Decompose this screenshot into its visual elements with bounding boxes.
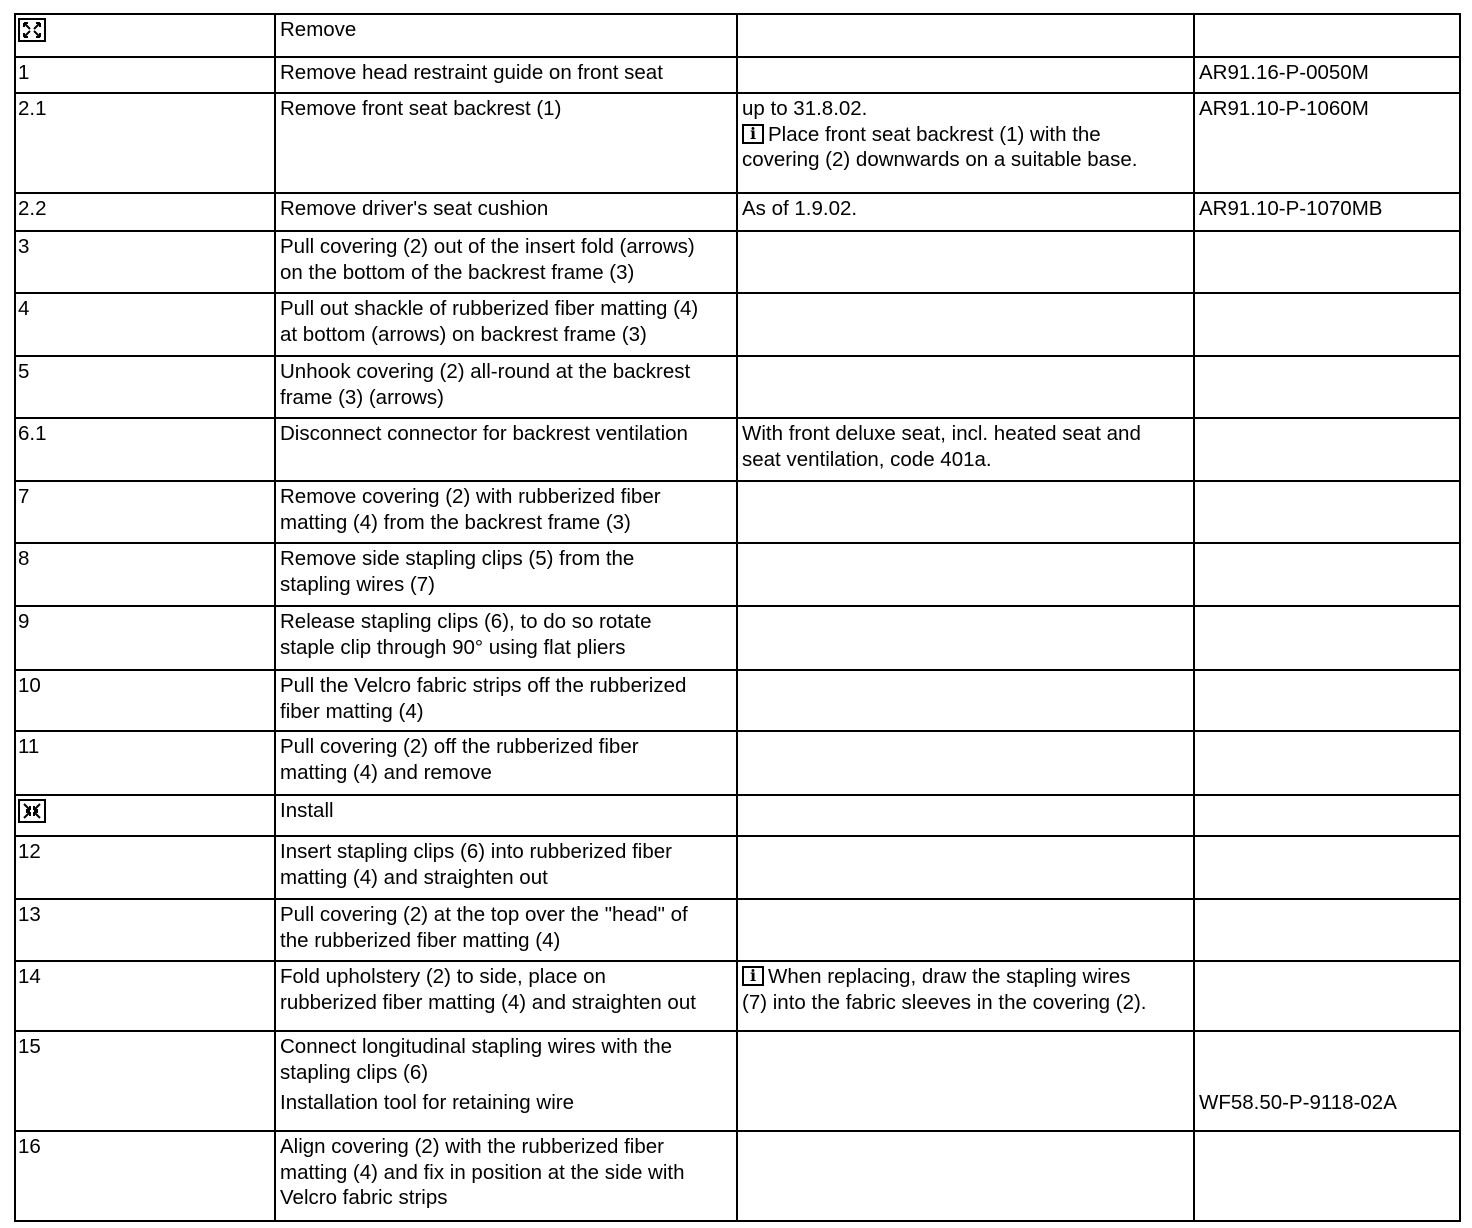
- step-cell: 7: [15, 481, 275, 543]
- note-cell: [737, 93, 1194, 193]
- note-line: seat ventilation, code 401a.: [742, 447, 992, 471]
- action-line: Unhook covering (2) all-round at the backrest: [280, 360, 691, 383]
- action-line: matting (4) and remove: [280, 760, 492, 784]
- table-row: [15, 231, 1460, 293]
- table-row: [15, 670, 1460, 731]
- note-cell: [737, 795, 1194, 836]
- action-line: Pull out shackle of rubberized fiber matting (4): [280, 297, 699, 320]
- step-cell: 12: [15, 836, 275, 899]
- action-line: Velcro fabric strips: [280, 1186, 448, 1209]
- action-cell: Remove: [275, 14, 737, 57]
- action-line: on the bottom of the backrest frame (3): [280, 260, 635, 284]
- table-row: [15, 293, 1460, 356]
- table-row: [15, 836, 1460, 899]
- note-cell: [737, 14, 1194, 57]
- note-line: [742, 122, 1189, 148]
- note-cell: [737, 899, 1194, 961]
- note-cell: [737, 961, 1194, 1031]
- step-cell: 9: [15, 606, 275, 670]
- step-cell: 13: [15, 899, 275, 961]
- note-cell: [737, 543, 1194, 606]
- step-cell: 15: [15, 1031, 275, 1131]
- reference-cell: [1194, 418, 1460, 481]
- action-cell: Disconnect connector for backrest ventilation: [275, 418, 737, 481]
- action-line: matting (4) from the backrest frame (3): [280, 510, 631, 534]
- action-line: Pull covering (2) at the top over the "head" of: [280, 903, 688, 926]
- info-icon: i: [742, 966, 764, 986]
- note-line: With front deluxe seat, incl. heated seat and: [742, 422, 1141, 445]
- step-cell: 1: [15, 57, 275, 93]
- note-cell: [737, 418, 1194, 481]
- action-cell: [275, 1031, 737, 1131]
- action-cell: [275, 836, 737, 899]
- action-line: staple clip through 90° using flat pliers: [280, 635, 626, 659]
- reference-cell: [1194, 795, 1460, 836]
- step-cell: 3: [15, 231, 275, 293]
- procedure-table: [14, 13, 1461, 1222]
- step-cell: 10: [15, 670, 275, 731]
- note-cell: As of 1.9.02.: [737, 193, 1194, 231]
- table-row: [15, 1031, 1460, 1131]
- action-line: Release stapling clips (6), to do so rotate: [280, 610, 652, 633]
- table-row: [15, 356, 1460, 418]
- table-row: [15, 418, 1460, 481]
- reference-cell: [1194, 14, 1460, 57]
- action-cell: [275, 670, 737, 731]
- table-row: [15, 606, 1460, 670]
- note-line: [742, 964, 1189, 990]
- action-cell: Install: [275, 795, 737, 836]
- note-cell: [737, 231, 1194, 293]
- reference-cell: [1194, 1031, 1460, 1131]
- reference-cell: [1194, 961, 1460, 1031]
- action-cell: [275, 961, 737, 1031]
- action-cell: [275, 356, 737, 418]
- reference-cell: [1194, 731, 1460, 795]
- note-line: up to 31.8.02.: [742, 97, 868, 120]
- reference-cell: [1194, 899, 1460, 961]
- table-row: [15, 899, 1460, 961]
- action-cell: Remove driver's seat cushion: [275, 193, 737, 231]
- note-cell: [737, 606, 1194, 670]
- action-line: rubberized fiber matting (4) and straighten out: [280, 990, 696, 1014]
- action-cell: [275, 481, 737, 543]
- table-row: [15, 93, 1460, 193]
- step-cell: 8: [15, 543, 275, 606]
- table-row: [15, 731, 1460, 795]
- action-line: Pull the Velcro fabric strips off the rubberized: [280, 674, 687, 697]
- note-cell: [737, 293, 1194, 356]
- note-cell: [737, 670, 1194, 731]
- reference-cell: [1194, 481, 1460, 543]
- step-cell: 6.1: [15, 418, 275, 481]
- action-cell: [275, 606, 737, 670]
- note-text: When replacing, draw the stapling wires: [768, 965, 1131, 988]
- remove-arrows-icon: [18, 18, 46, 42]
- install-arrows-icon: [18, 799, 46, 823]
- note-cell: [737, 356, 1194, 418]
- step-cell: 2.2: [15, 193, 275, 231]
- table-row: [15, 1131, 1460, 1221]
- action-line: fiber matting (4): [280, 699, 424, 723]
- action-line: Align covering (2) with the rubberized fiber: [280, 1135, 664, 1158]
- action-line: stapling wires (7): [280, 572, 435, 596]
- reference-link[interactable]: AR91.10-P-1070MB: [1194, 193, 1460, 231]
- action-cell: Remove head restraint guide on front seat: [275, 57, 737, 93]
- note-line: (7) into the fabric sleeves in the covering (2).: [742, 990, 1147, 1014]
- table-row: [15, 795, 1460, 836]
- table-row: [15, 481, 1460, 543]
- reference-link[interactable]: AR91.16-P-0050M: [1194, 57, 1460, 93]
- step-cell: [15, 14, 275, 57]
- action-cell: [275, 231, 737, 293]
- action-cell: Remove front seat backrest (1): [275, 93, 737, 193]
- action-line: Pull covering (2) off the rubberized fiber: [280, 735, 639, 758]
- spacer: [1199, 1034, 1455, 1060]
- action-line: matting (4) and straighten out: [280, 865, 548, 889]
- table-row: [15, 57, 1460, 93]
- note-cell: [737, 481, 1194, 543]
- step-cell: 14: [15, 961, 275, 1031]
- action-cell: [275, 899, 737, 961]
- reference-cell: [1194, 356, 1460, 418]
- note-line: covering (2) downwards on a suitable base.: [742, 148, 1138, 171]
- action-line: Insert stapling clips (6) into rubberized fiber: [280, 840, 672, 863]
- action-line: Pull covering (2) out of the insert fold (arrows): [280, 235, 695, 258]
- action-line: Connect longitudinal stapling wires with the: [280, 1035, 673, 1058]
- spacer: [1199, 1060, 1455, 1086]
- action-line: Installation tool for retaining wire: [280, 1091, 574, 1114]
- action-line: at bottom (arrows) on backrest frame (3): [280, 322, 647, 346]
- reference-cell: [1194, 231, 1460, 293]
- reference-cell: [1194, 543, 1460, 606]
- table-row: [15, 961, 1460, 1031]
- action-line: Remove side stapling clips (5) from the: [280, 547, 635, 570]
- note-cell: [737, 1131, 1194, 1221]
- note-cell: [737, 57, 1194, 93]
- action-cell: [275, 731, 737, 795]
- action-cell: [275, 293, 737, 356]
- step-cell: 5: [15, 356, 275, 418]
- table-row: [15, 14, 1460, 57]
- action-line: stapling clips (6): [280, 1060, 429, 1084]
- step-cell: 2.1: [15, 93, 275, 193]
- step-cell: 16: [15, 1131, 275, 1221]
- table-row: [15, 543, 1460, 606]
- table-row: [15, 193, 1460, 231]
- action-cell: [275, 1131, 737, 1221]
- step-cell: [15, 795, 275, 836]
- note-cell: [737, 1031, 1194, 1131]
- action-line: matting (4) and fix in position at the side with: [280, 1160, 685, 1184]
- action-line: Fold upholstery (2) to side, place on: [280, 965, 606, 988]
- note-cell: [737, 836, 1194, 899]
- step-cell: 11: [15, 731, 275, 795]
- step-cell: 4: [15, 293, 275, 356]
- reference-link[interactable]: WF58.50-P-9118-02A: [1199, 1091, 1397, 1114]
- reference-cell: [1194, 1131, 1460, 1221]
- reference-link[interactable]: AR91.10-P-1060M: [1194, 93, 1460, 193]
- note-text: Place front seat backrest (1) with the: [768, 122, 1101, 146]
- action-cell: [275, 543, 737, 606]
- action-line: Remove covering (2) with rubberized fiber: [280, 485, 661, 508]
- note-cell: [737, 731, 1194, 795]
- action-line: the rubberized fiber matting (4): [280, 928, 561, 952]
- reference-cell: [1194, 606, 1460, 670]
- info-icon: i: [742, 124, 764, 144]
- action-line: frame (3) (arrows): [280, 385, 445, 409]
- reference-cell: [1194, 836, 1460, 899]
- reference-cell: [1194, 293, 1460, 356]
- reference-cell: [1194, 670, 1460, 731]
